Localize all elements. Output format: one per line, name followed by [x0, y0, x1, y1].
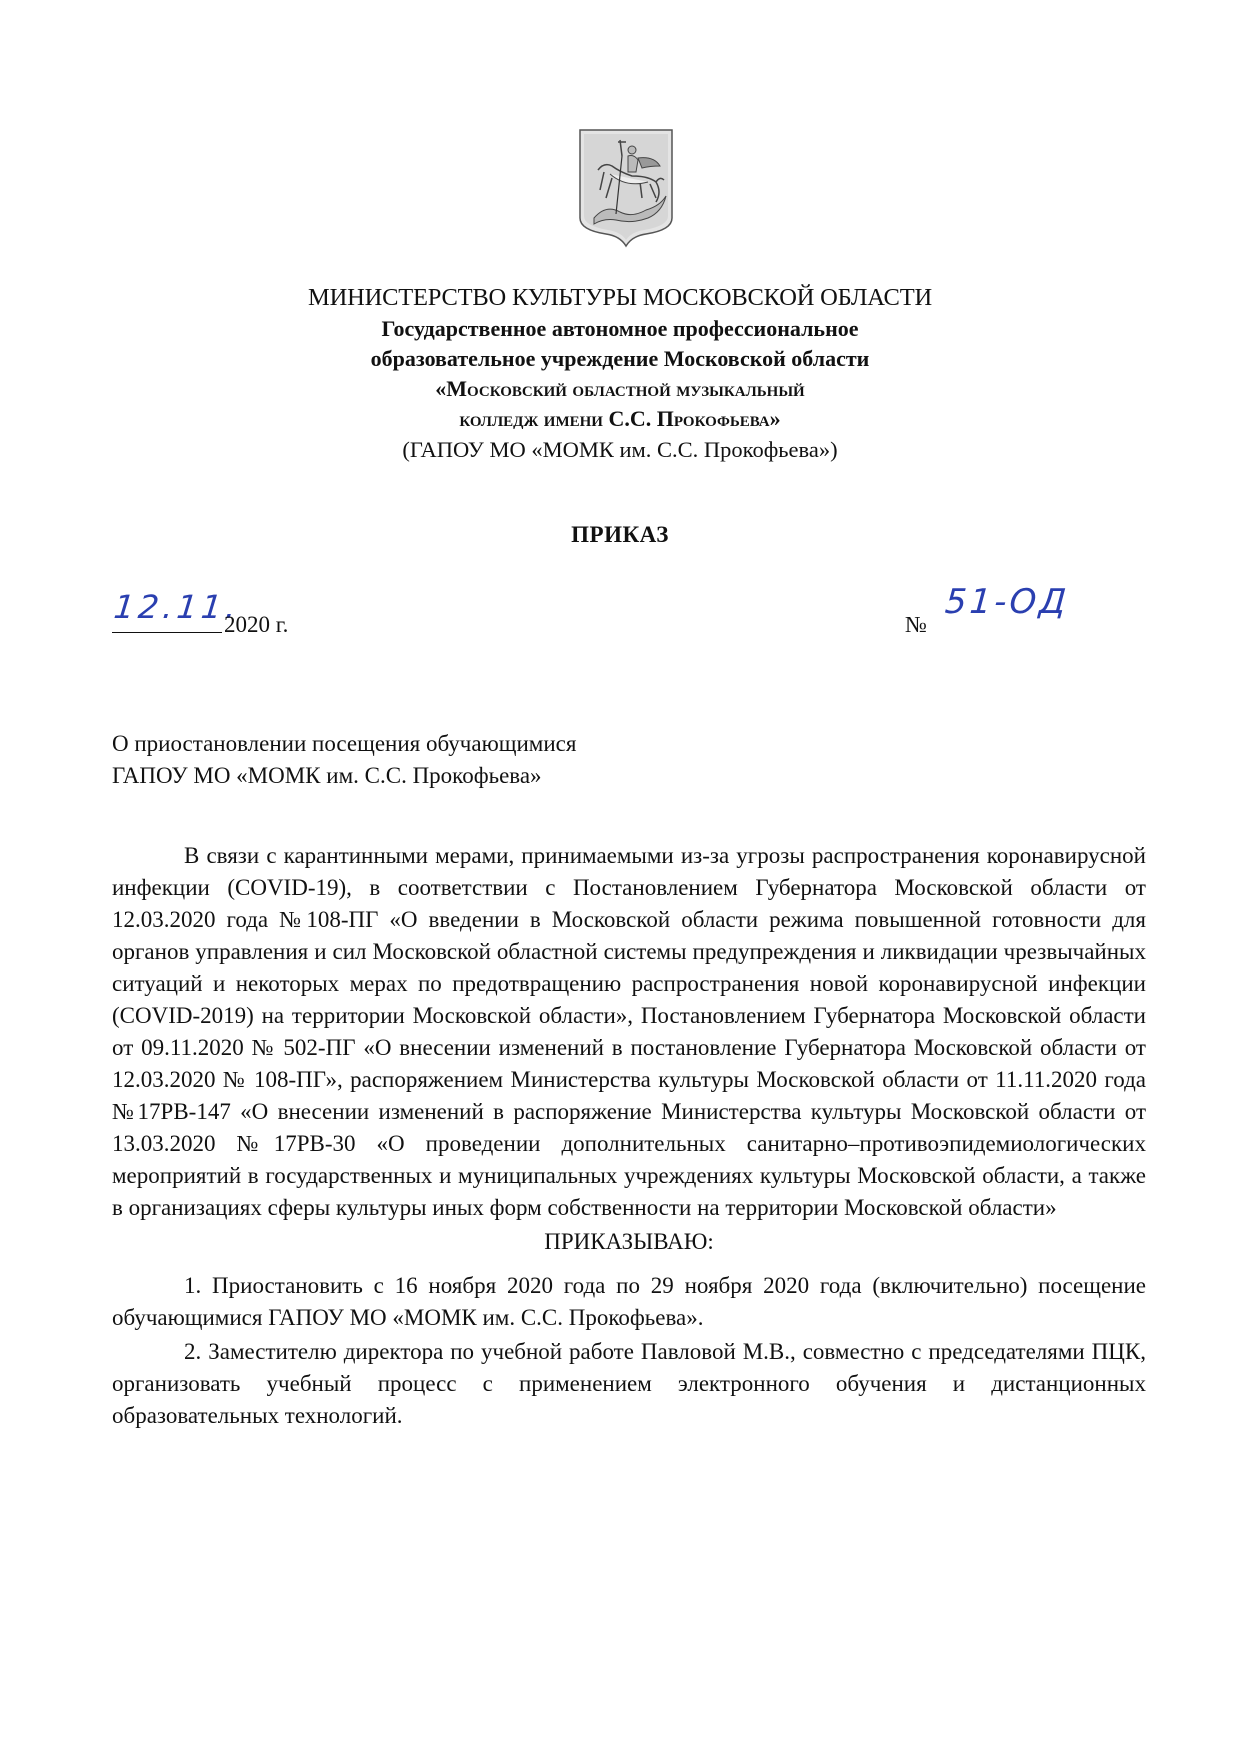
letterhead: [200, 282, 1040, 466]
org-short-name: (ГАПОУ МО «МОМК им. С.С. Прокофьева»): [402, 437, 838, 462]
org-name-line-2: образовательное учреждение Московской области: [370, 346, 870, 371]
order-item-1: 1. Приостановить с 16 ноября 2020 года по 29 ноября 2020 года (включительно) посещение обучающимися ГАПОУ МО «МОМК им. С.С. Прокофьева».: [112, 1273, 1146, 1330]
org-name-line-4: колледж имени С.С. Прокофьева»: [459, 406, 781, 431]
handwritten-date: 12.11.: [112, 588, 242, 626]
org-name-line-3: «Московский областной музыкальный: [435, 376, 805, 401]
date-field: [112, 588, 242, 633]
handwritten-number: 51-ОД: [943, 582, 1071, 622]
ministry-name: МИНИСТЕРСТВО КУЛЬТУРЫ МОСКОВСКОЙ ОБЛАСТИ: [308, 284, 932, 311]
org-name-line-1: Государственное автономное профессиональное: [381, 316, 859, 341]
document-title: ПРИКАЗ: [571, 522, 669, 547]
number-sign: №: [905, 612, 927, 637]
coat-of-arms-icon: [576, 126, 676, 248]
document-number: [905, 582, 1071, 638]
preamble-paragraph: В связи с карантинными мерами, принимаемыми из-за угрозы распространения коронавирусной инфекции (COVID-19), в соответствии с Постановлением Губернатора Московской области от 12.03.2020 года №108-ПГ «О введении в Московской области режима повышенной готовности для органов управления и сил Московской областной системы предупреждения и ликвидации чрезвычайных ситуаций и некоторых мерах по предотвращению распространения новой коронавирусной инфекции (COVID-2019) на территории Московской области», Постановлением Губернатора Московской области от 09.11.2020 № 502-ПГ «О внесении изменений в постановление Губернатора Московской области от 12.03.2020 № 108-ПГ», распоряжением Министерства культуры Московской области от 11.11.2020 года №17РВ-147 «О внесении изменений в распоряжение Министерства культуры Московской области от 13.03.2020 №17РВ-30 «О проведении дополнительных санитарно–противоэпидемиологических мероприятий в государственных и муниципальных учреждениях культуры Московской области, а также в организациях сферы культуры иных форм собственности на территории Московской области»: [112, 843, 1146, 1220]
document-subject: [112, 728, 576, 792]
subject-line-1: О приостановлении посещения обучающимися: [112, 731, 577, 756]
order-heading: ПРИКАЗЫВАЮ:: [544, 1229, 714, 1254]
order-item-2: 2. Заместителю директора по учебной работе Павловой М.В., совместно с председателями ПЦК, организовать учебный процесс с применением электронного обучения и дистанционных образовательных технологий.: [112, 1339, 1146, 1428]
subject-line-2: ГАПОУ МО «МОМК им. С.С. Прокофьева»: [112, 763, 542, 788]
document-body: [112, 840, 1146, 1432]
date-year: 2020 г.: [224, 612, 289, 637]
